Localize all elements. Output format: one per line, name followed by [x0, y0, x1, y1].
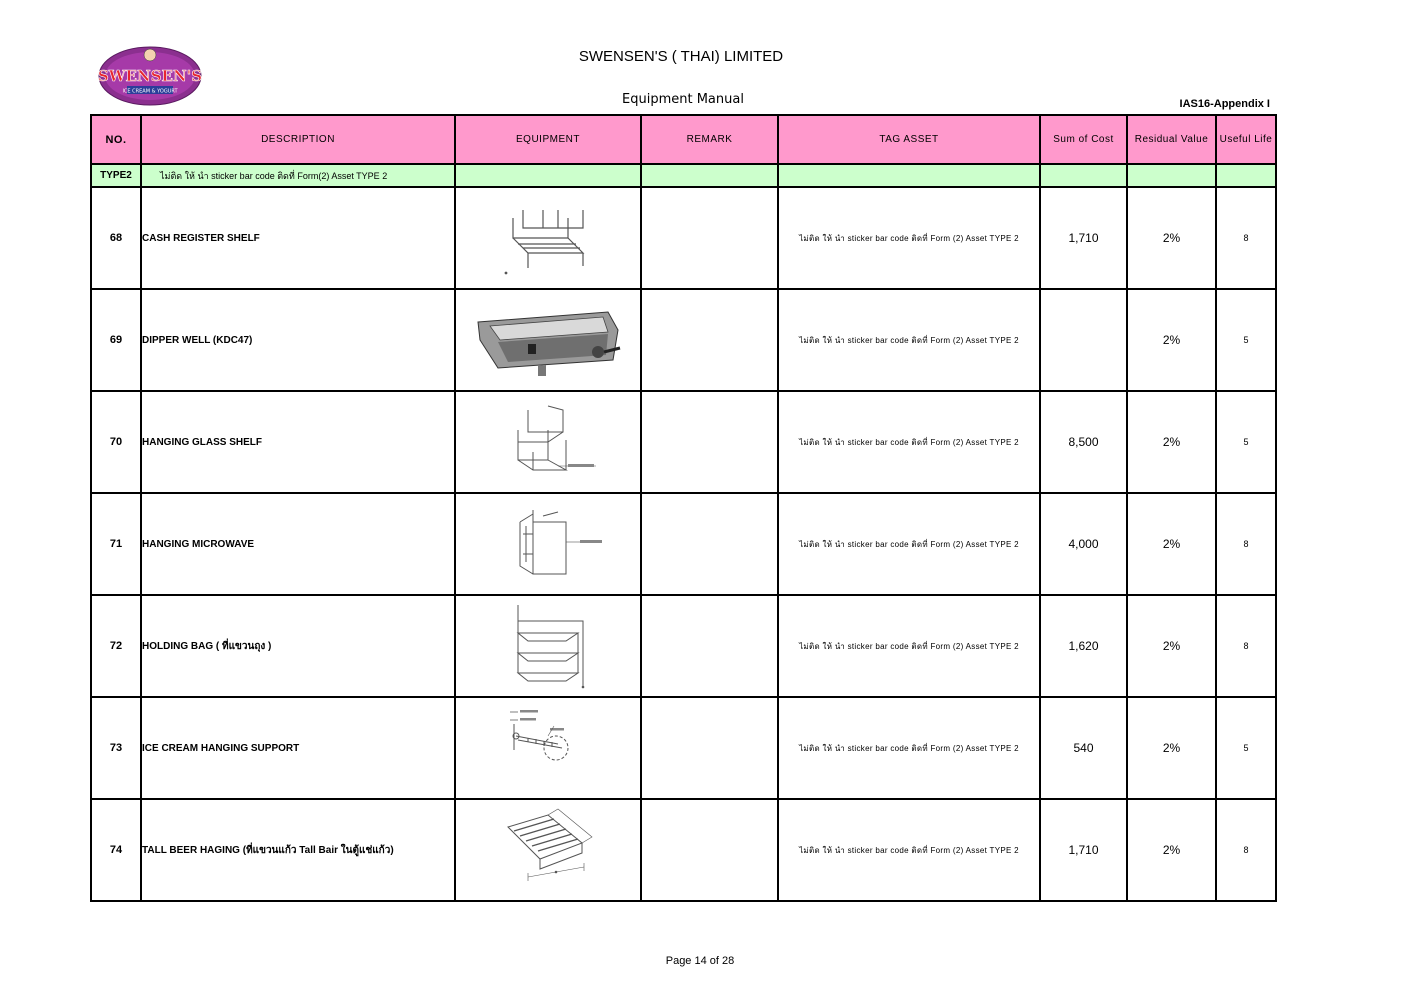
type-label: TYPE2	[91, 164, 141, 187]
row-equipment-image	[455, 493, 641, 595]
document-title: Equipment Manual	[622, 92, 744, 107]
row-remark	[641, 391, 778, 493]
tall-beer-hanging-icon	[488, 807, 608, 893]
row-cost	[1040, 289, 1127, 391]
row-remark	[641, 697, 778, 799]
col-header-useful-life: Useful Life	[1216, 115, 1276, 164]
row-residual: 2%	[1127, 493, 1216, 595]
row-description: HANGING GLASS SHELF	[141, 391, 455, 493]
row-cost: 540	[1040, 697, 1127, 799]
row-description: CASH REGISTER SHELF	[141, 187, 455, 289]
row-useful-life: 8	[1216, 493, 1276, 595]
row-tag-asset: ไม่ติด ให้ นำ sticker bar code ติดที่ Form (2) Asset TYPE 2	[778, 391, 1040, 493]
table-row	[91, 799, 1276, 901]
row-useful-life: 5	[1216, 289, 1276, 391]
row-equipment-image	[455, 697, 641, 799]
row-useful-life: 5	[1216, 391, 1276, 493]
svg-text:ICE CREAM & YOGURT: ICE CREAM & YOGURT	[122, 88, 178, 95]
row-remark	[641, 595, 778, 697]
equipment-table	[90, 114, 1277, 902]
appendix-label: IAS16-Appendix I	[1179, 98, 1270, 110]
page-number: Page 14 of 28	[665, 955, 735, 967]
cash-register-shelf-icon	[488, 198, 608, 278]
row-equipment-image	[455, 187, 641, 289]
row-tag-asset: ไม่ติด ให้ นำ sticker bar code ติดที่ Form (2) Asset TYPE 2	[778, 799, 1040, 901]
table-row	[91, 289, 1276, 391]
row-cost: 8,500	[1040, 391, 1127, 493]
row-number: 69	[91, 289, 141, 391]
hanging-microwave-icon	[488, 504, 608, 584]
row-cost: 1,620	[1040, 595, 1127, 697]
col-header-residual-value: Residual Value	[1127, 115, 1216, 164]
col-header-tag-asset: TAG ASSET	[778, 115, 1040, 164]
row-equipment-image	[455, 289, 641, 391]
row-number: 68	[91, 187, 141, 289]
row-tag-asset: ไม่ติด ให้ นำ sticker bar code ติดที่ Form (2) Asset TYPE 2	[778, 697, 1040, 799]
row-equipment-image	[455, 595, 641, 697]
row-description: TALL BEER HAGING (ที่แขวนแก้ว Tall Bair ในตู้แช่แก้ว)	[141, 799, 455, 901]
row-tag-asset: ไม่ติด ให้ นำ sticker bar code ติดที่ Form (2) Asset TYPE 2	[778, 493, 1040, 595]
row-remark	[641, 493, 778, 595]
row-cost: 1,710	[1040, 799, 1127, 901]
type-row	[91, 164, 1276, 187]
table-row	[91, 391, 1276, 493]
row-residual: 2%	[1127, 595, 1216, 697]
dipper-well-icon	[468, 300, 628, 380]
col-header-description: DESCRIPTION	[141, 115, 455, 164]
row-tag-asset: ไม่ติด ให้ นำ sticker bar code ติดที่ Form (2) Asset TYPE 2	[778, 289, 1040, 391]
row-equipment-image	[455, 391, 641, 493]
row-remark	[641, 289, 778, 391]
svg-text:SWENSEN'S: SWENSEN'S	[97, 67, 203, 85]
holding-bag-icon	[488, 601, 608, 691]
row-cost: 4,000	[1040, 493, 1127, 595]
row-number: 70	[91, 391, 141, 493]
row-equipment-image	[455, 799, 641, 901]
table-row	[91, 187, 1276, 289]
swensens-logo	[97, 45, 203, 107]
hanging-glass-shelf-icon	[488, 402, 608, 482]
col-header-equipment: EQUIPMENT	[455, 115, 641, 164]
row-remark	[641, 799, 778, 901]
row-cost: 1,710	[1040, 187, 1127, 289]
row-number: 71	[91, 493, 141, 595]
col-header-remark: REMARK	[641, 115, 778, 164]
col-header-no: NO.	[91, 115, 141, 164]
ice-cream-hanging-support-icon	[488, 706, 608, 790]
row-useful-life: 8	[1216, 595, 1276, 697]
company-name: SWENSEN'S ( THAI) LIMITED	[578, 48, 784, 65]
row-number: 74	[91, 799, 141, 901]
row-residual: 2%	[1127, 799, 1216, 901]
row-useful-life: 8	[1216, 799, 1276, 901]
row-remark	[641, 187, 778, 289]
table-header-row	[91, 115, 1276, 164]
row-description: DIPPER WELL (KDC47)	[141, 289, 455, 391]
row-number: 73	[91, 697, 141, 799]
table-row	[91, 595, 1276, 697]
row-tag-asset: ไม่ติด ให้ นำ sticker bar code ติดที่ Form (2) Asset TYPE 2	[778, 187, 1040, 289]
row-description: HOLDING BAG ( ที่แขวนถุง )	[141, 595, 455, 697]
col-header-sum-of-cost: Sum of Cost	[1040, 115, 1127, 164]
row-residual: 2%	[1127, 697, 1216, 799]
table-row	[91, 493, 1276, 595]
type-description: ไม่ติด ให้ นำ sticker bar code ติดที่ Form(2) Asset TYPE 2	[141, 164, 455, 187]
row-number: 72	[91, 595, 141, 697]
row-tag-asset: ไม่ติด ให้ นำ sticker bar code ติดที่ Form (2) Asset TYPE 2	[778, 595, 1040, 697]
row-useful-life: 8	[1216, 187, 1276, 289]
row-residual: 2%	[1127, 187, 1216, 289]
row-residual: 2%	[1127, 391, 1216, 493]
table-row	[91, 697, 1276, 799]
row-residual: 2%	[1127, 289, 1216, 391]
row-description: ICE CREAM HANGING SUPPORT	[141, 697, 455, 799]
row-useful-life: 5	[1216, 697, 1276, 799]
row-description: HANGING MICROWAVE	[141, 493, 455, 595]
